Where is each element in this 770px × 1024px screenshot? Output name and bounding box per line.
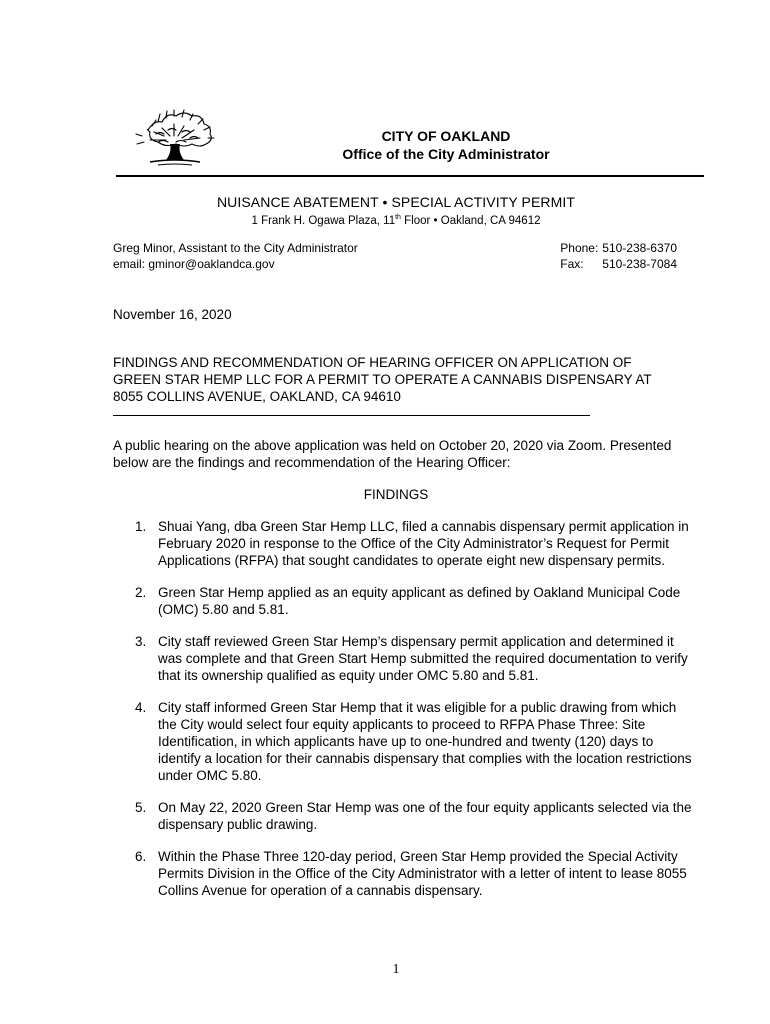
page-number: 1	[392, 962, 400, 977]
finding-text: City staff reviewed Green Star Hemp’s dispensary permit application and determined it was complete and that Green Start Hemp submitted the required documentation to verify that its ownership qualified as equity under OMC 5.80 and 5.81.	[158, 634, 688, 683]
fax-label: Fax:	[560, 257, 584, 271]
letterhead	[0, 127, 770, 163]
finding-text: City staff informed Green Star Hemp that it was eligible for a public drawing from which the City would select four equity applicants to proceed to RFPA Phase Three: Site Identification, in which applicants have up to one-hundred and twenty (120) days to identify a location for their cannabis dispensary that complies with the location restrictions under OMC 5.80.	[158, 700, 692, 783]
contact-email: email: gminor@oaklandca.gov	[113, 257, 275, 271]
finding-item	[113, 699, 693, 784]
address-street: 1 Frank H. Ogawa Plaza, 11	[251, 214, 396, 227]
finding-number: 2.	[135, 585, 147, 600]
finding-item	[113, 799, 693, 833]
intro-paragraph: A public hearing on the above application was held on October 20, 2020 via Zoom. Presented below are the findings and recommendation of the Hearing Officer:	[113, 438, 672, 470]
letter-date: November 16, 2020	[113, 307, 232, 322]
finding-text: On May 22, 2020 Green Star Hemp was one of the four equity applicants selected via the dispensary public drawing.	[158, 800, 692, 832]
findings-title: FINDINGS	[363, 487, 429, 502]
finding-number: 6.	[135, 849, 147, 864]
office-name: Office of the City Administrator	[342, 146, 550, 162]
subject-underline	[113, 415, 590, 416]
phone-value: 510-238-6370	[602, 241, 677, 255]
phone-label: Phone:	[560, 241, 599, 255]
office-address	[0, 210, 770, 229]
finding-number: 5.	[135, 800, 147, 815]
contact-numbers	[560, 240, 677, 272]
finding-text: Shuai Yang, dba Green Star Hemp LLC, filed a cannabis dispensary permit application in February 2020 in response to the Office of the City Administrator’s Request for Permit Applications (RFPA) that sought candidates to operate eight new dispensary permits.	[158, 519, 689, 568]
subject-heading: FINDINGS AND RECOMMENDATION OF HEARING OFFICER ON APPLICATION OF GREEN STAR HEMP LLC FOR A PERMIT TO OPERATE A CANNABIS DISPENSARY AT 8055 COLLINS AVENUE, OAKLAND, CA 94610	[113, 355, 652, 404]
finding-number: 3.	[135, 634, 147, 649]
finding-item	[113, 518, 693, 569]
finding-item	[113, 848, 693, 899]
finding-text: Green Star Hemp applied as an equity applicant as defined by Oakland Municipal Code (OMC) 5.80 and 5.81.	[158, 585, 681, 617]
findings-list	[113, 518, 693, 914]
contact-name: Greg Minor, Assistant to the City Administrator	[113, 241, 358, 255]
finding-item	[113, 584, 693, 618]
header-divider	[116, 175, 704, 177]
finding-number: 4.	[135, 700, 147, 715]
address-city: Floor • Oakland, CA 94612	[400, 214, 541, 227]
division-name: NUISANCE ABATEMENT • SPECIAL ACTIVITY PERMIT	[216, 194, 576, 210]
fax-value: 510-238-7084	[602, 257, 677, 271]
org-name: CITY OF OAKLAND	[381, 128, 511, 144]
contact-person	[113, 240, 358, 272]
finding-text: Within the Phase Three 120-day period, Green Star Hemp provided the Special Activity Permits Division in the Office of the City Administrator with a letter of intent to lease 8055 Collins Avenue for operation of a cannabis dispensary.	[158, 849, 687, 898]
fax-line	[560, 256, 677, 272]
finding-item	[113, 633, 693, 684]
address-ordinal: th	[395, 214, 401, 221]
phone-line	[560, 240, 677, 256]
finding-number: 1.	[135, 519, 147, 534]
